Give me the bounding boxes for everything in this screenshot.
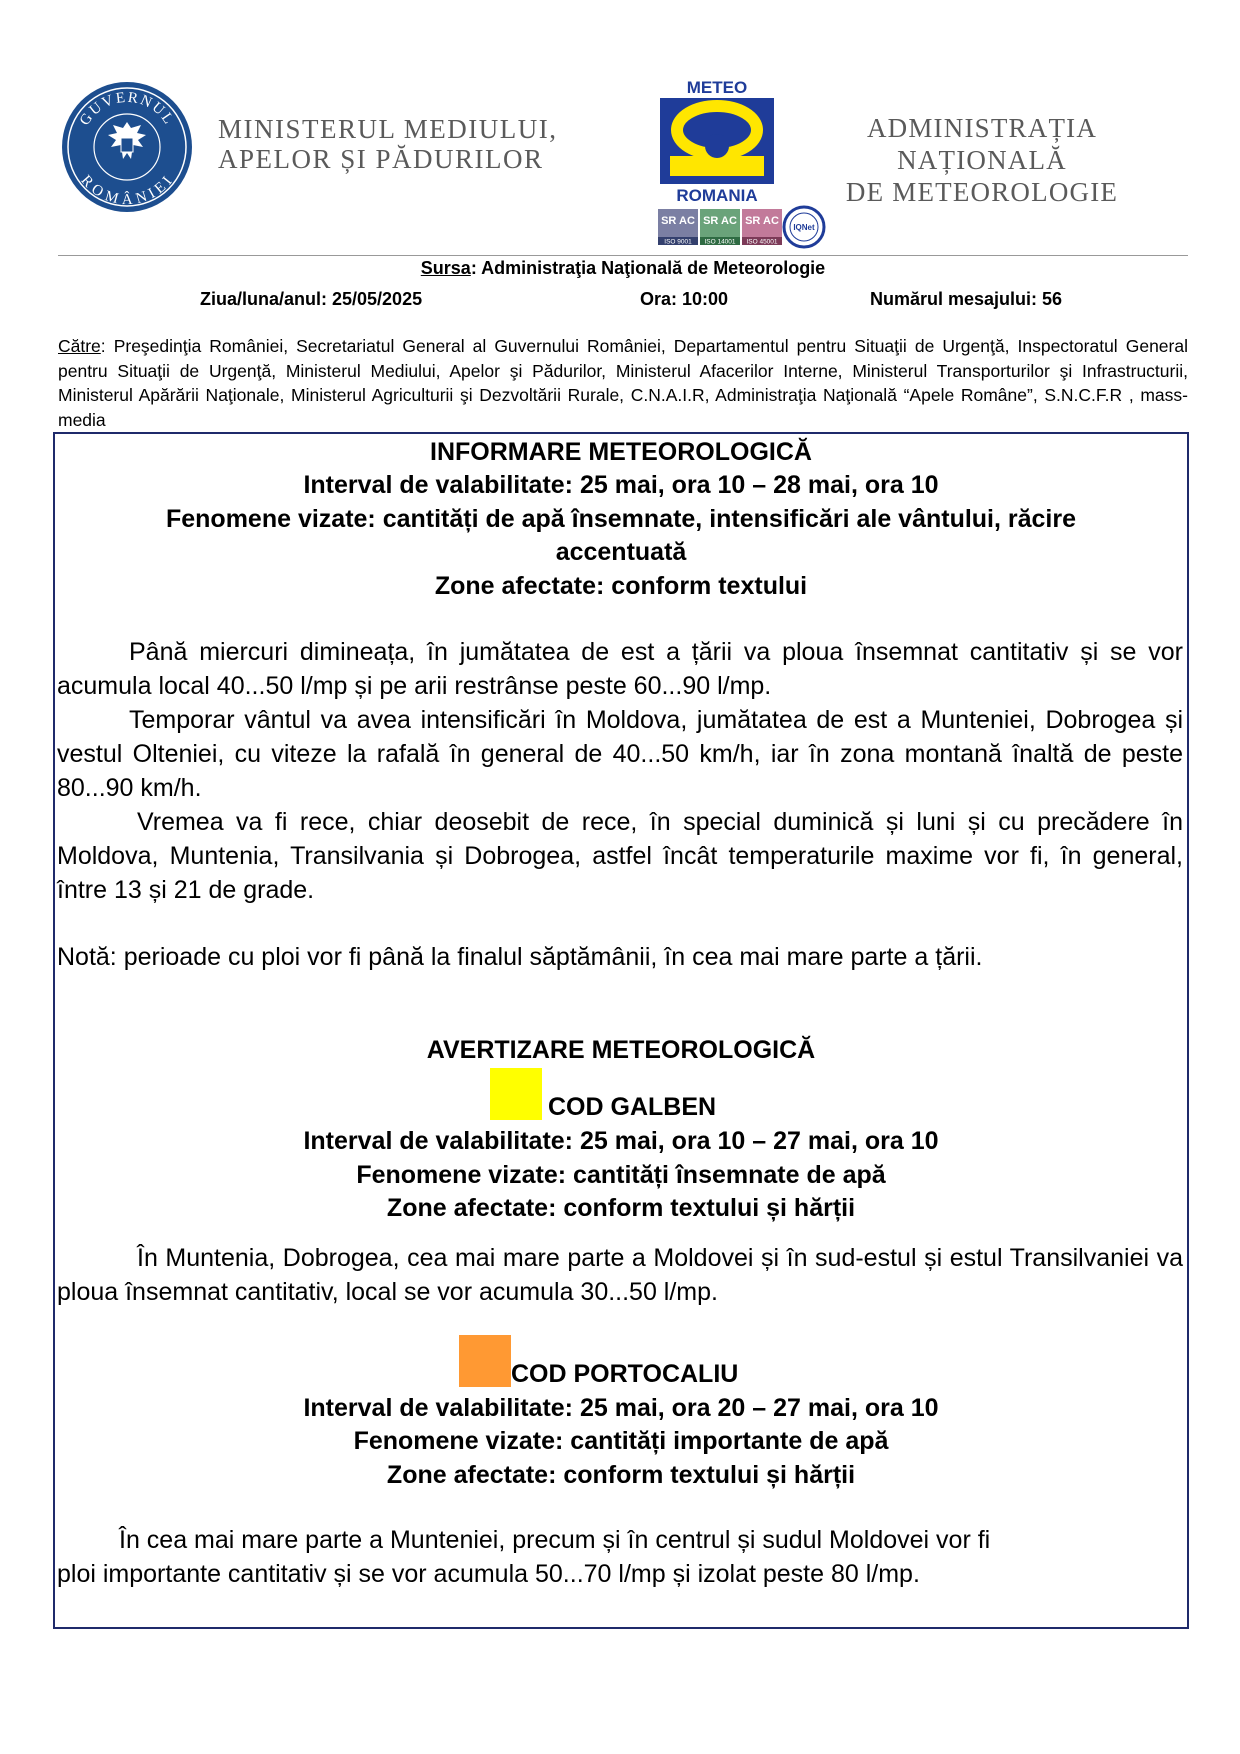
orange-interval: Interval de valabilitate: 25 mai, ora 20 – 27 mai, ora 10 [303,1394,939,1422]
avertizare-title: AVERTIZARE METEOROLOGICĂ [426,1036,816,1064]
yellow-code-label: COD GALBEN [548,1093,717,1121]
iso-9001-cert-badge [658,209,698,245]
informare-paragraph-2 [57,703,1183,805]
meteo-romania-logo [658,78,776,203]
orange-text-line2: ploi importante cantitativ și se vor acumula 50...70 l/mp și izolat peste 80 l/mp. [57,1560,920,1588]
cert-label: ISO 9001 [664,238,692,245]
cert-label: ISO 45001 [746,238,778,245]
anm-name-line1: ADMINISTRAȚIA NAȚIONALĂ [866,113,1098,175]
recipients-list: : Preşedinţia României, Secretariatul General al Guvernului României, Departamentul pentru Situaţii de Urgenţă, Inspectoratul General pentru Situaţii de Urgenţă, Ministerul Mediului, Apelor şi Pădurilor, Ministerul Afacerilor Interne, Ministerul Transporturilor şi Infrastructurii, Ministerul Apărării Naţionale, Ministerul Agriculturii şi Dezvoltării Rurale, C.N.A.I.R, Administraţia Naţională “Apele Române”, S.N.C.F.R , mass-media [58,336,1188,430]
iqnet-cert-badge [782,205,826,249]
issue-date: Ziua/luna/anul: 25/05/2025 [200,289,423,309]
yellow-phenomena: Fenomene vizate: cantități însemnate de apă [356,1161,886,1189]
anm-name [794,112,1170,208]
meteo-logo-top-text: METEO [686,78,748,97]
informare-note: Notă: perioade cu ploi vor fi până la finalul săptămânii, în cea mai mare parte a țării. [57,943,983,971]
message-number: Numărul mesajului: 56 [870,289,1063,309]
yellow-zones: Zone afectate: conform textului și hărții [386,1194,856,1222]
paragraph-text: Vremea va fi rece, chiar deosebit de rece, în special duminică și luni și cu precădere în Moldova, Muntenia, Transilvania și Dobrogea, astfel încât temperaturile maxime vor fi, în general, între 13 și 21 de grade. [57,808,1183,904]
cert-label: ISO 14001 [704,238,736,245]
paragraph-text: În Muntenia, Dobrogea, cea mai mare parte a Moldovei și în sud-estul și estul Transilvaniei va ploua însemnat cantitativ, local se vor acumula 30...50 l/mp. [57,1244,1183,1306]
government-seal-logo [60,80,194,214]
meteo-logo-bottom-text: ROMANIA [676,186,758,203]
ministry-name-line1: MINISTERUL MEDIULUI, [218,114,558,144]
recipients [58,334,1188,432]
header-divider [58,255,1188,256]
orange-zones: Zone afectate: conform textului și hărții [386,1461,856,1489]
ministry-name-line2: APELOR ȘI PĂDURILOR [218,144,544,174]
paragraph-text: Temporar vântul va avea intensificări în Moldova, jumătatea de est a Munteniei, Dobrogea și vestul Olteniei, cu viteze la rafală în general de 40...50 km/h, iar în zona montană înaltă de peste 80...90 km/h. [57,706,1183,802]
informare-title: INFORMARE METEOROLOGICĂ [430,438,812,466]
seal-text-bottom: ROMÂNIEI [77,172,177,208]
paragraph-text: Până miercuri dimineața, în jumătatea de est a țării va ploua însemnat cantitativ și se vor acumula local 40...50 l/mp și pe arii restrânse peste 60...90 l/mp. [57,638,1183,700]
informare-paragraph-1 [57,635,1183,703]
informare-paragraph-3 [57,805,1183,907]
source-value: : Administraţia Naţională de Meteorologie [470,258,826,278]
iso-14001-cert-badge [700,209,740,245]
anm-name-line2: DE METEOROLOGIE [845,177,1119,207]
issue-time: Ora: 10:00 [640,289,729,309]
informare-zones: Zone afectate: conform textului [434,572,808,600]
orange-text-line1: În cea mai mare parte a Munteniei, precum și în centrul și sudul Moldovei vor fi [119,1526,991,1554]
seal-text-top: GUVERNUL [76,89,178,129]
cert-mark: SR AC [745,215,779,227]
yellow-code-square [490,1068,542,1120]
cert-mark: SR AC [661,215,695,227]
yellow-interval: Interval de valabilitate: 25 mai, ora 10 – 27 mai, ora 10 [303,1127,939,1155]
orange-code-square [459,1335,511,1387]
informare-phenomena-line2: accentuată [555,538,687,566]
informare-phenomena-line1: Fenomene vizate: cantități de apă însemnate, intensificări ale vântului, răcire [165,505,1077,533]
orange-code-label: COD PORTOCALIU [511,1360,739,1388]
iqnet-label: IQNet [793,223,815,232]
source-label: Sursa [420,258,471,278]
recipients-label: Către [58,336,101,356]
orange-phenomena: Fenomene vizate: cantități importante de apă [353,1427,889,1455]
cert-mark: SR AC [703,215,737,227]
iso-45001-cert-badge [742,209,782,245]
informare-interval: Interval de valabilitate: 25 mai, ora 10 – 28 mai, ora 10 [303,471,939,499]
ministry-name [218,114,557,174]
yellow-text [57,1241,1183,1309]
source-line [58,258,1188,279]
